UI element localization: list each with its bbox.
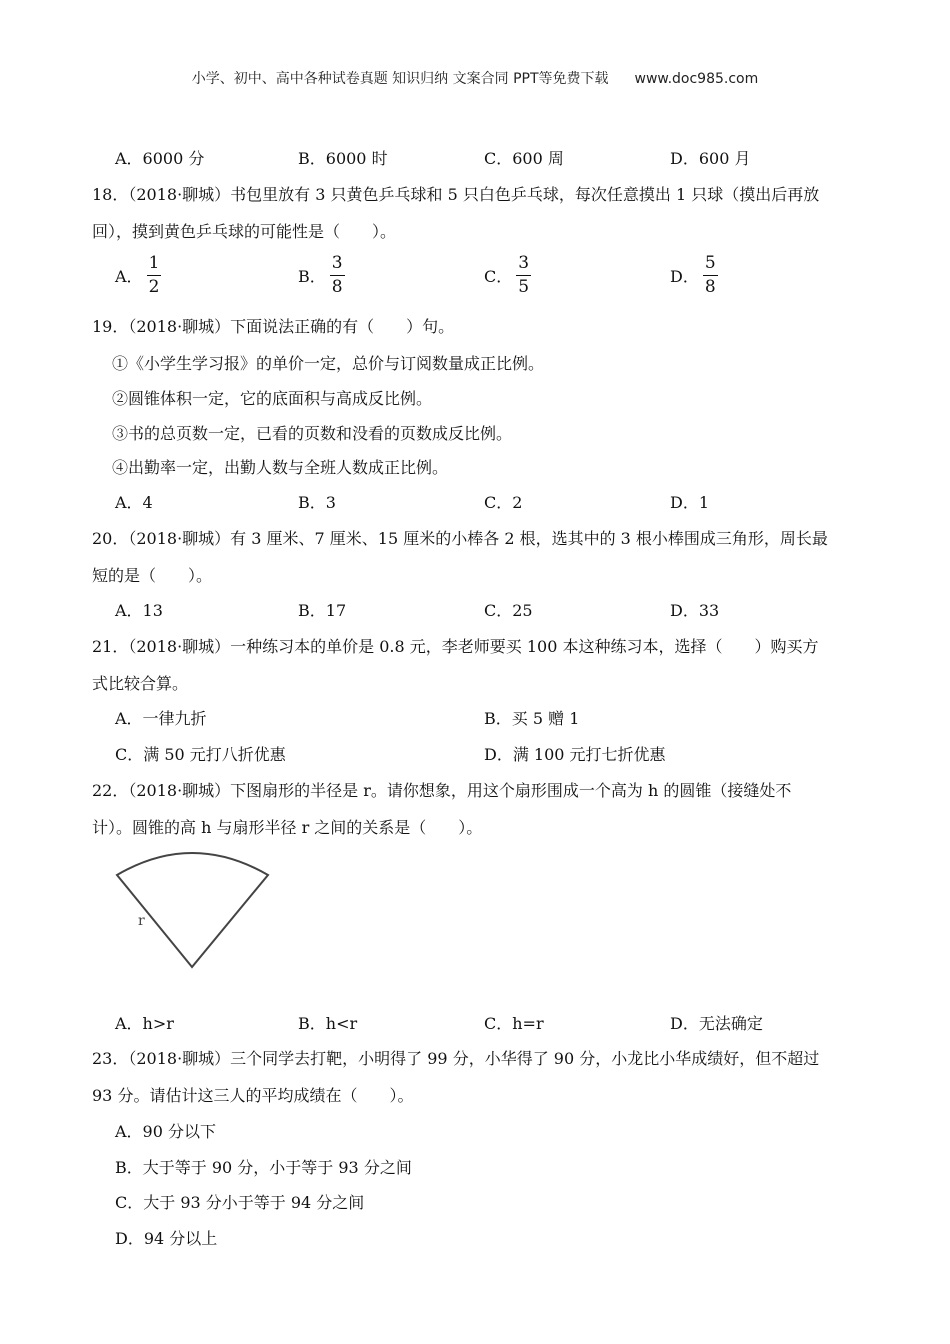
- q18-stem-line1: 18．（2018·聊城）书包里放有 3 只黄色乒乓球和 5 只白色乒乓球，每次任意摸出 1 只球（摸出后再放: [92, 185, 820, 204]
- q21-option-a[interactable]: A．一律九折: [115, 709, 207, 728]
- q23-option-c[interactable]: C．大于 93 分小于等于 94 分之间: [115, 1193, 365, 1212]
- q23-option-d[interactable]: D．94 分以上: [115, 1229, 218, 1248]
- q21-stem-line2: 式比较合算。: [92, 674, 189, 693]
- q20-stem-line1: 20．（2018·聊城）有 3 厘米、7 厘米、15 厘米的小棒各 2 根，选其中的 3 根小棒围成三角形，周长最: [92, 529, 828, 548]
- q18-stem-line2: 回），摸到黄色乒乓球的可能性是（ ）。: [92, 222, 397, 241]
- q19-statement-1: ①《小学生学习报》的单价一定，总价与订阅数量成正比例。: [112, 354, 545, 373]
- q20-option-b[interactable]: B．17: [298, 601, 347, 620]
- q19-statement-2: ②圆锥体积一定，它的底面积与高成反比例。: [112, 389, 433, 408]
- sector-outline: [117, 853, 268, 967]
- denominator: 2: [148, 277, 160, 297]
- q20-stem-line2: 短的是（ ）。: [92, 566, 213, 585]
- option-label: B．: [298, 267, 326, 286]
- header-url[interactable]: www.doc985.com: [634, 71, 759, 87]
- q23-stem-line2: 93 分。请估计这三人的平均成绩在（ ）。: [92, 1086, 414, 1105]
- q17-option-d[interactable]: D．600 月: [670, 149, 751, 168]
- fraction: [330, 255, 345, 296]
- q18-option-a[interactable]: [115, 255, 161, 296]
- q22-stem-line2: 计）。圆锥的高 h 与扇形半径 r 之间的关系是（ ）。: [92, 818, 483, 837]
- denominator: 8: [704, 277, 716, 297]
- q18-option-b[interactable]: [298, 255, 345, 296]
- q19-option-a[interactable]: A．4: [115, 493, 153, 512]
- fraction: [147, 255, 162, 296]
- numerator: 1: [147, 255, 162, 276]
- q23-option-b[interactable]: B．大于等于 90 分，小于等于 93 分之间: [115, 1158, 412, 1177]
- sector-figure: [112, 845, 282, 975]
- q17-option-b[interactable]: B．6000 时: [298, 149, 388, 168]
- q21-option-c[interactable]: C．满 50 元打八折优惠: [115, 745, 286, 764]
- q21-option-b[interactable]: B．买 5 赠 1: [484, 709, 580, 728]
- q22-option-d[interactable]: D．无法确定: [670, 1014, 763, 1033]
- header-text: 小学、初中、高中各种试卷真题 知识归纳 文案合同 PPT等免费下载: [191, 71, 609, 87]
- q22-option-c[interactable]: C．h=r: [484, 1014, 544, 1033]
- q21-stem-line1: 21．（2018·聊城）一种练习本的单价是 0.8 元，李老师要买 100 本这种练习本，选择（ ）购买方: [92, 637, 819, 656]
- q20-option-a[interactable]: A．13: [115, 601, 163, 620]
- q19-option-d[interactable]: D．1: [670, 493, 710, 512]
- q22-stem-line1: 22．（2018·聊城）下图扇形的半径是 r。请你想象，用这个扇形围成一个高为 h 的圆锥（接缝处不: [92, 781, 792, 800]
- q19-stem: 19．（2018·聊城）下面说法正确的有（ ）句。: [92, 317, 455, 336]
- page-header: [0, 68, 950, 88]
- denominator: 8: [331, 277, 343, 297]
- fraction: [516, 255, 531, 296]
- denominator: 5: [518, 277, 530, 297]
- radius-label: r: [138, 913, 145, 929]
- numerator: 3: [330, 255, 345, 276]
- option-label: D．: [670, 267, 699, 286]
- q19-option-b[interactable]: B．3: [298, 493, 336, 512]
- option-label: C．: [484, 267, 513, 286]
- q18-option-d[interactable]: [670, 255, 718, 296]
- q21-option-d[interactable]: D．满 100 元打七折优惠: [484, 745, 666, 764]
- option-label: A．: [115, 267, 143, 286]
- numerator: 5: [703, 255, 718, 276]
- q19-statement-3: ③书的总页数一定，已看的页数和没看的页数成反比例。: [112, 424, 513, 443]
- q23-stem-line1: 23．（2018·聊城）三个同学去打靶，小明得了 99 分，小华得了 90 分，小龙比小华成绩好，但不超过: [92, 1049, 820, 1068]
- q19-statement-4: ④出勤率一定，出勤人数与全班人数成正比例。: [112, 458, 449, 477]
- numerator: 3: [516, 255, 531, 276]
- q22-option-b[interactable]: B．h<r: [298, 1014, 358, 1033]
- q20-option-c[interactable]: C．25: [484, 601, 533, 620]
- q23-option-a[interactable]: A．90 分以下: [115, 1122, 217, 1141]
- q17-option-a[interactable]: A．6000 分: [115, 149, 205, 168]
- q20-option-d[interactable]: D．33: [670, 601, 720, 620]
- q17-option-c[interactable]: C．600 周: [484, 149, 564, 168]
- fraction: [703, 255, 718, 296]
- q22-option-a[interactable]: A．h>r: [115, 1014, 174, 1033]
- q18-option-c[interactable]: [484, 255, 531, 296]
- q19-option-c[interactable]: C．2: [484, 493, 523, 512]
